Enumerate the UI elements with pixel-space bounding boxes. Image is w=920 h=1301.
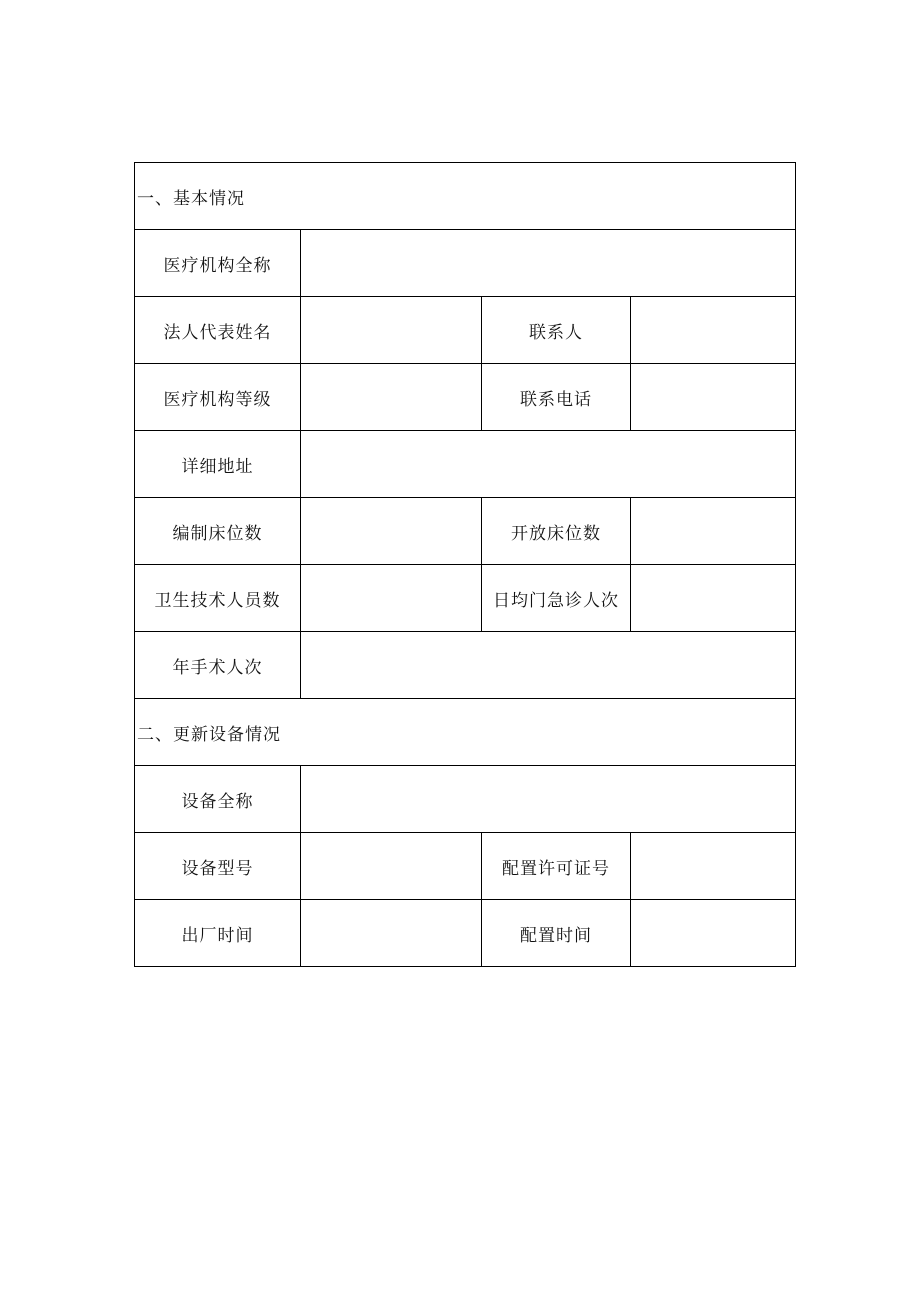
label-authorized-beds: 编制床位数 xyxy=(135,498,301,565)
label-health-tech-staff: 卫生技术人员数 xyxy=(135,565,301,632)
field-equipment-full-name[interactable] xyxy=(301,766,796,833)
field-allocation-date[interactable] xyxy=(631,900,796,967)
field-institution-level[interactable] xyxy=(301,364,482,431)
row-legal-rep xyxy=(135,297,796,364)
row-beds xyxy=(135,498,796,565)
row-dates xyxy=(135,900,796,967)
label-manufacture-date: 出厂时间 xyxy=(135,900,301,967)
field-authorized-beds[interactable] xyxy=(301,498,482,565)
field-equipment-model[interactable] xyxy=(301,833,482,900)
label-allocation-date: 配置时间 xyxy=(482,900,631,967)
row-address xyxy=(135,431,796,498)
field-address[interactable] xyxy=(301,431,796,498)
application-form-table xyxy=(134,162,796,967)
section-title-basic: 一、基本情况 xyxy=(135,163,796,230)
section-header-equipment xyxy=(135,699,796,766)
label-equipment-full-name: 设备全称 xyxy=(135,766,301,833)
section-title-equipment: 二、更新设备情况 xyxy=(135,699,796,766)
field-health-tech-staff[interactable] xyxy=(301,565,482,632)
field-institution-full-name[interactable] xyxy=(301,230,796,297)
label-daily-outpatient: 日均门急诊人次 xyxy=(482,565,631,632)
row-institution-level xyxy=(135,364,796,431)
row-surgeries xyxy=(135,632,796,699)
field-annual-surgeries[interactable] xyxy=(301,632,796,699)
field-manufacture-date[interactable] xyxy=(301,900,482,967)
label-open-beds: 开放床位数 xyxy=(482,498,631,565)
field-legal-representative[interactable] xyxy=(301,297,482,364)
section-header-basic xyxy=(135,163,796,230)
label-contact-person: 联系人 xyxy=(482,297,631,364)
label-contact-phone: 联系电话 xyxy=(482,364,631,431)
label-institution-level: 医疗机构等级 xyxy=(135,364,301,431)
field-allocation-license[interactable] xyxy=(631,833,796,900)
label-legal-representative: 法人代表姓名 xyxy=(135,297,301,364)
label-annual-surgeries: 年手术人次 xyxy=(135,632,301,699)
row-equipment-name xyxy=(135,766,796,833)
row-staff xyxy=(135,565,796,632)
label-allocation-license: 配置许可证号 xyxy=(482,833,631,900)
field-daily-outpatient[interactable] xyxy=(631,565,796,632)
field-contact-phone[interactable] xyxy=(631,364,796,431)
row-institution-name xyxy=(135,230,796,297)
label-equipment-model: 设备型号 xyxy=(135,833,301,900)
field-contact-person[interactable] xyxy=(631,297,796,364)
row-equipment-model xyxy=(135,833,796,900)
label-address: 详细地址 xyxy=(135,431,301,498)
label-institution-full-name: 医疗机构全称 xyxy=(135,230,301,297)
field-open-beds[interactable] xyxy=(631,498,796,565)
